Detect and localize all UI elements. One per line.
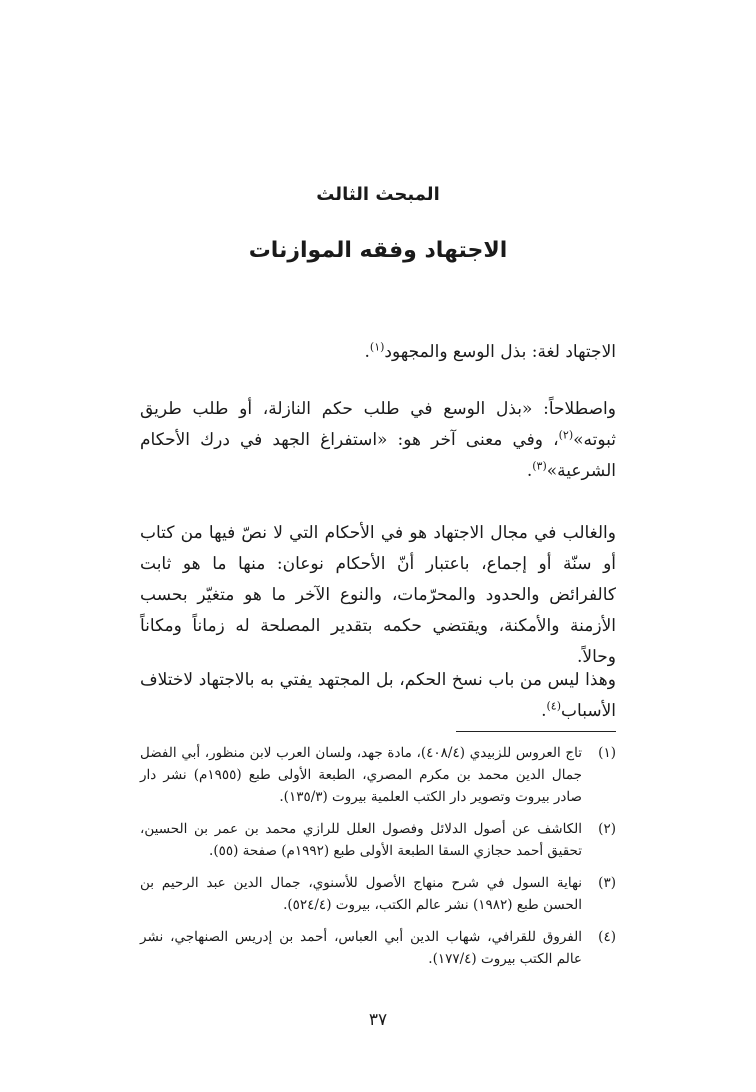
- footnote-number: (٢): [598, 821, 616, 837]
- paragraph-tail: .: [526, 461, 533, 481]
- footnote-text: الكاشف عن أصول الدلائل وفصول العلل للرازي محمد بن عمر بن الحسين، تحقيق أحمد حجازي السقا الطبعة الأولى طبع (١٩٩٢م) صفحة (٥٥).: [140, 821, 582, 859]
- paragraph-scope: والغالب في مجال الاجتهاد هو في الأحكام التي لا نصّ فيها من كتاب أو سنّة أو إجماع، باعتبار أنّ الأحكام نوعان: منها ما هو ثابت كالفرائض والحدود والمحرّمات، والنوع الآخر ما هو متغيّر بحسب الأزمنة والأمكنة، ويقتضي حكمه بتقدير المصلحة له زماناً ومكاناً وحالاً.: [140, 523, 616, 667]
- section-label: المبحث الثالث: [316, 184, 440, 205]
- paragraph-text: وهذا ليس من باب نسخ الحكم، بل المجتهد يفتي به بالاجتهاد لاختلاف الأسباب: [140, 670, 616, 721]
- paragraph-text: الاجتهاد لغة: بذل الوسع والمجهود: [384, 342, 616, 362]
- page-number: ٣٧: [368, 1010, 388, 1030]
- paragraph-definition-technical: [140, 394, 616, 487]
- paragraph-text: واصطلاحاً: «بذل الوسع في طلب حكم النازلة، أو طلب طريق ثبوته»: [140, 399, 616, 450]
- paragraph-definition-lexical: [140, 337, 616, 368]
- footnote-item: [140, 926, 616, 970]
- footnote-number: (٣): [598, 875, 616, 891]
- paragraph-tail: .: [541, 701, 547, 721]
- footnote-text: تاج العروس للزبيدي (٤٠٨/٤)، مادة جهد، ولسان العرب لابن منظور، أبي الفضل جمال الدين محمد بن مكرم المصري، الطبعة الأولى طبع (١٩٥٥م) نشر دار صادر بيروت وتصوير دار الكتب العلمية بيروت (١٣٥/٣).: [140, 745, 582, 805]
- footnote-ref[interactable]: (٤): [546, 699, 562, 713]
- footnote-number: (٤): [598, 929, 616, 945]
- chapter-title: الاجتهاد وفقه الموازنات: [248, 238, 508, 263]
- footnote-item: [140, 742, 616, 808]
- footnote-text: نهاية السول في شرح منهاج الأصول للأسنوي، جمال الدين عبد الرحيم بن الحسن طبع (١٩٨٢) نشر عالم الكتب، بيروت (٥٢٤/٤).: [140, 875, 582, 913]
- footnote-ref[interactable]: (٢): [558, 428, 574, 442]
- footnote-item: [140, 818, 616, 862]
- footnotes: [140, 742, 616, 980]
- footnote-divider: [456, 731, 616, 732]
- paragraph-text: ، وفي معنى آخر هو: «استفراغ الجهد في درك الأحكام الشرعية»: [140, 430, 616, 481]
- paragraph-tail: .: [364, 342, 370, 362]
- paragraph-not-abrogation: [140, 665, 616, 727]
- footnote-ref[interactable]: (٣): [532, 459, 547, 473]
- footnote-ref[interactable]: (١): [369, 340, 385, 354]
- footnote-number: (١): [598, 745, 616, 761]
- footnote-text: الفروق للقرافي، شهاب الدين أبي العباس، أحمد بن إدريس الصنهاجي، نشر عالم الكتب بيروت (١٧٧/٤).: [140, 929, 582, 967]
- footnote-item: [140, 872, 616, 916]
